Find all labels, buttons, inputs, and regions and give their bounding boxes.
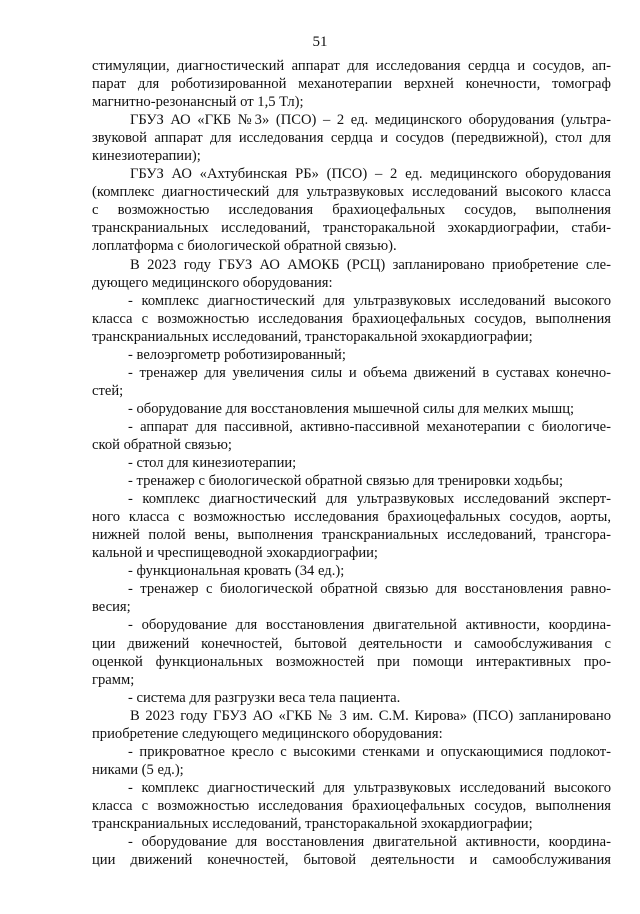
document-body (92, 57, 611, 869)
text-line: - комплекс диагностический для ультразвуковых исследований высокого (128, 779, 611, 796)
text-line: - тренажер с биологической обратной связью для тренировки ходьбы; (128, 473, 563, 490)
text-line: В 2023 году ГБУЗ АО АМОКБ (РСЦ) запланировано приобретение сле- (130, 256, 611, 273)
text-line: - аппарат для пассивной, активно-пассивной механотерапии с биологиче- (128, 418, 611, 435)
text-line: кальной и чреспищеводной эхокардиографии; (92, 545, 378, 562)
text-line: ции движений конечностей, бытовой деятельности и самообслуживания с (92, 635, 611, 652)
text-line: кинезиотерапии); (92, 148, 201, 165)
text-line: - стол для кинезиотерапии; (128, 455, 297, 472)
text-line: В 2023 году ГБУЗ АО «ГКБ № 3 им. С.М. Кирова» (ПСО) запланировано (130, 707, 611, 724)
text-line: весия; (92, 599, 131, 616)
text-line: транскраниальных исследований, трансторакальной эхокардиографии; (92, 815, 533, 832)
text-line: - комплекс диагностический для ультразвуковых исследований эксперт- (128, 491, 611, 508)
text-line: оценкой функциональных возможностей при помощи интерактивных про- (92, 653, 611, 670)
text-line: - оборудование для восстановления двигательной активности, координа- (128, 834, 611, 851)
text-line: грамм; (92, 671, 135, 688)
text-line: звуковой аппарат для исследования сердца и сосудов (передвижной), стол для (92, 130, 611, 147)
text-line: - комплекс диагностический для ультразвуковых исследований высокого (128, 292, 611, 309)
text-line: ного класса с возможностью исследования брахиоцефальных сосудов, аорты, (92, 509, 611, 526)
text-line: ГБУЗ АО «ГКБ №3» (ПСО) – 2 ед. медицинского оборудования (ультра- (130, 112, 611, 129)
page-number: 51 (312, 34, 328, 50)
text-line: (комплекс диагностический для ультразвуковых исследований высокого класса (92, 184, 611, 201)
text-line: магнитно-резонансный от 1,5 Тл); (92, 94, 304, 111)
text-line: - тренажер с биологической обратной связью для восстановления равно- (128, 581, 611, 598)
text-line: - велоэргометр роботизированный; (128, 346, 346, 363)
text-line: лоплатформа с биологической обратной связью). (92, 238, 397, 255)
text-line: с возможностью исследования брахиоцефальных сосудов, выполнения (92, 202, 611, 219)
text-line: - тренажер для увеличения силы и объема движений в суставах конечно- (128, 364, 611, 381)
text-line: никами (5 ед.); (92, 761, 184, 778)
text-line: стимуляции, диагностический аппарат для исследования сердца и сосудов, ап- (92, 58, 611, 74)
text-line: стей; (92, 382, 124, 399)
text-line: приобретение следующего медицинского оборудования: (92, 725, 443, 742)
text-line: - оборудование для восстановления мышечной силы для мелких мышц; (128, 400, 575, 417)
text-line: - функциональная кровать (34 ед.); (128, 563, 345, 580)
text-line: ГБУЗ АО «Ахтубинская РБ» (ПСО) – 2 ед. медицинского оборудования (130, 166, 611, 183)
text-line: транскраниальных исследований, трансторакальной эхокардиографии; (92, 328, 533, 345)
text-line: класса с возможностью исследования брахиоцефальных сосудов, выполнения (92, 797, 611, 814)
text-line: ской обратной связью; (92, 436, 232, 453)
text-line: ции движений конечностей, бытовой деятельности и самообслуживания (92, 852, 611, 869)
text-line: - прикроватное кресло с высокими стенками и опускающимися подлокот- (128, 743, 611, 760)
text-line: транскраниальных исследований, трансторакальной эхокардиографии, стаби- (92, 220, 611, 237)
text-line: парат для роботизированной механотерапии верхней конечности, томограф (92, 76, 611, 93)
text-line: - система для разгрузки веса тела пациента. (128, 689, 401, 706)
text-line: класса с возможностью исследования брахиоцефальных сосудов, выполнения (92, 310, 611, 327)
text-line: дующего медицинского оборудования: (92, 274, 333, 291)
text-line: - оборудование для восстановления двигательной активности, координа- (128, 617, 611, 634)
text-line: нижней полой вены, выполнения транскраниальных исследований, трансгора- (92, 527, 611, 544)
